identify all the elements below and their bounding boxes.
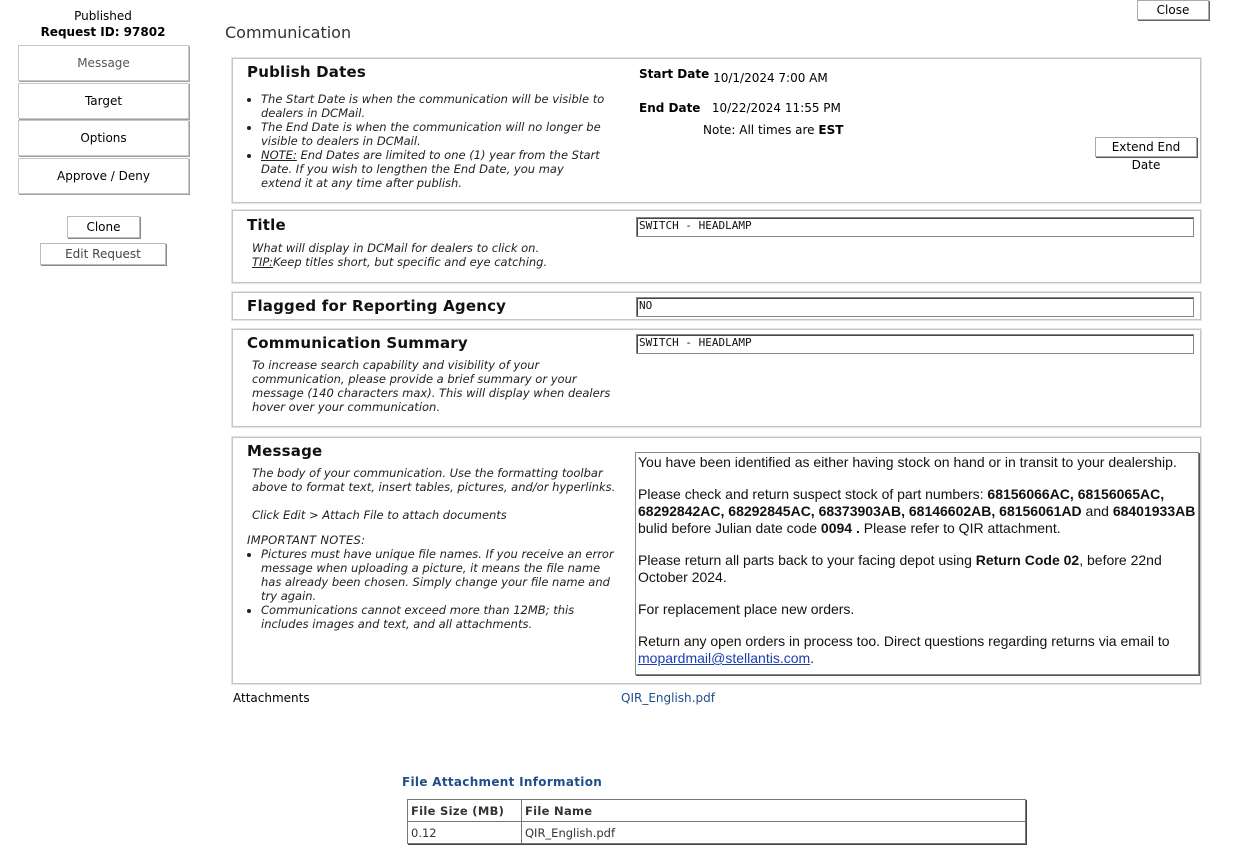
publish-dates-description bbox=[247, 92, 607, 190]
p5-post: . bbox=[810, 650, 815, 666]
request-id: Request ID: 97802 bbox=[40, 25, 166, 39]
tip-prefix: TIP: bbox=[252, 255, 274, 269]
timezone-note-text: Note: All times are bbox=[703, 123, 815, 137]
end-date-row bbox=[639, 101, 841, 115]
title-section-title: Title bbox=[247, 216, 286, 234]
edit-request-button[interactable]: Edit Request bbox=[40, 243, 166, 265]
end-date-label: End Date bbox=[639, 101, 701, 115]
header-file-size: File Size (MB) bbox=[408, 800, 522, 822]
bullet-note bbox=[261, 148, 607, 190]
bullet-end-date: • The End Date is when the communication will no longer be visible to dealers in DCMail. bbox=[261, 120, 607, 148]
table-header-row bbox=[408, 800, 1026, 822]
request-status bbox=[18, 8, 188, 40]
message-description bbox=[252, 466, 622, 522]
title-description bbox=[252, 241, 612, 269]
note-size-limit: • Communications cannot exceed more than 12MB; this includes images and text, and all attachments. bbox=[261, 603, 617, 631]
tip-text: Keep titles short, but specific and eye catching. bbox=[273, 255, 548, 269]
message-title: Message bbox=[247, 442, 323, 460]
close-button[interactable]: Close bbox=[1137, 0, 1209, 20]
message-p5 bbox=[638, 633, 1196, 667]
start-date-row bbox=[639, 67, 828, 85]
cell-file-size: 0.12 bbox=[408, 822, 522, 844]
summary-input[interactable]: SWITCH - HEADLAMP bbox=[636, 334, 1194, 354]
bullet-start-date: • The Start Date is when the communication will be visible to dealers in DCMail. bbox=[261, 92, 607, 120]
flagged-section bbox=[232, 292, 1201, 320]
message-section bbox=[232, 437, 1201, 684]
important-notes bbox=[247, 533, 617, 631]
header-file-name: File Name bbox=[522, 800, 1026, 822]
p3-post: , before 22nd October 2024. bbox=[638, 552, 1162, 585]
clone-button[interactable]: Clone bbox=[67, 216, 140, 238]
timezone-value: EST bbox=[818, 123, 844, 137]
summary-title: Communication Summary bbox=[247, 334, 468, 352]
message-p2 bbox=[638, 486, 1196, 537]
note-prefix: NOTE: bbox=[261, 148, 297, 162]
message-desc-attach: Click Edit > Attach File to attach documents bbox=[252, 508, 507, 522]
nav-message[interactable]: Message bbox=[18, 45, 189, 81]
file-attachment-table bbox=[407, 799, 1026, 844]
end-date-value: 10/22/2024 11:55 PM bbox=[711, 101, 841, 115]
sidebar-nav bbox=[18, 45, 189, 195]
attachments-label: Attachments bbox=[233, 691, 310, 705]
nav-target[interactable]: Target bbox=[18, 83, 189, 119]
title-section bbox=[232, 210, 1201, 283]
start-date-value: 10/1/2024 7:00 AM bbox=[713, 71, 828, 85]
file-attachment-info-title: File Attachment Information bbox=[402, 775, 603, 789]
attachment-link[interactable]: QIR_English.pdf bbox=[621, 691, 715, 705]
p2-and: and bbox=[1081, 503, 1113, 519]
p2-date-code: 0094 . bbox=[820, 520, 860, 536]
page-title: Communication bbox=[225, 23, 352, 42]
title-tip bbox=[252, 255, 612, 269]
note-text: End Dates are limited to one (1) year from the Start Date. If you wish to lengthen the End Date, you may extend it at any time after publish. bbox=[261, 148, 600, 190]
p2-pre: Please check and return suspect stock of part numbers: bbox=[638, 486, 988, 502]
important-notes-title: IMPORTANT NOTES: bbox=[247, 533, 366, 547]
p3-return-code: Return Code 02 bbox=[975, 552, 1080, 568]
status-text: Published bbox=[74, 9, 132, 23]
table-row bbox=[408, 822, 1026, 844]
title-desc-text: What will display in DCMail for dealers to click on. bbox=[252, 241, 540, 255]
extend-end-date-button[interactable]: Extend End Date bbox=[1095, 137, 1197, 157]
message-p1: You have been identified as either having stock on hand or in transit to your dealership. bbox=[638, 454, 1177, 470]
summary-section bbox=[232, 329, 1201, 427]
cell-file-name: QIR_English.pdf bbox=[522, 822, 1026, 844]
timezone-note bbox=[703, 123, 843, 137]
p2-post: Please refer to QIR attachment. bbox=[859, 520, 1061, 536]
flagged-input[interactable]: NO bbox=[636, 297, 1194, 317]
nav-approve-deny[interactable]: Approve / Deny bbox=[18, 158, 189, 194]
publish-dates-section bbox=[232, 58, 1201, 203]
publish-dates-title: Publish Dates bbox=[247, 63, 366, 81]
nav-options[interactable]: Options bbox=[18, 120, 189, 156]
p2-parts: 68156066AC, 68156065AC, 68292842AC, 68292845AC, 68373903AB, 68146602AB, 68156061AD bbox=[638, 486, 1165, 519]
flagged-title: Flagged for Reporting Agency bbox=[247, 297, 507, 315]
summary-description: To increase search capability and visibility of your communication, please provide a brief summary or your message (140 characters max). This will display when dealers hover over your communication. bbox=[252, 358, 611, 414]
message-body[interactable] bbox=[635, 452, 1199, 675]
note-pictures: • Pictures must have unique file names. If you receive an error message when uploading a picture, it means the file name has already been chosen. Simply change your file name and try again. bbox=[261, 547, 617, 603]
p3-pre: Please return all parts back to your facing depot using bbox=[638, 552, 976, 568]
title-input[interactable]: SWITCH - HEADLAMP bbox=[636, 217, 1194, 237]
message-desc-body: The body of your communication. Use the formatting toolbar above to format text, insert tables, pictures, and/or hyperlinks. bbox=[252, 466, 616, 494]
p2-mid: bulid before Julian date code bbox=[638, 520, 821, 536]
start-date-label: Start Date bbox=[639, 67, 710, 81]
message-p4: For replacement place new orders. bbox=[638, 601, 855, 617]
p2-last-part: 68401933AB bbox=[1112, 503, 1196, 519]
message-p3 bbox=[638, 552, 1196, 586]
p5-pre: Return any open orders in process too. Direct questions regarding returns via email to bbox=[638, 633, 1170, 649]
email-link[interactable]: mopardmail@stellantis.com bbox=[638, 650, 811, 666]
